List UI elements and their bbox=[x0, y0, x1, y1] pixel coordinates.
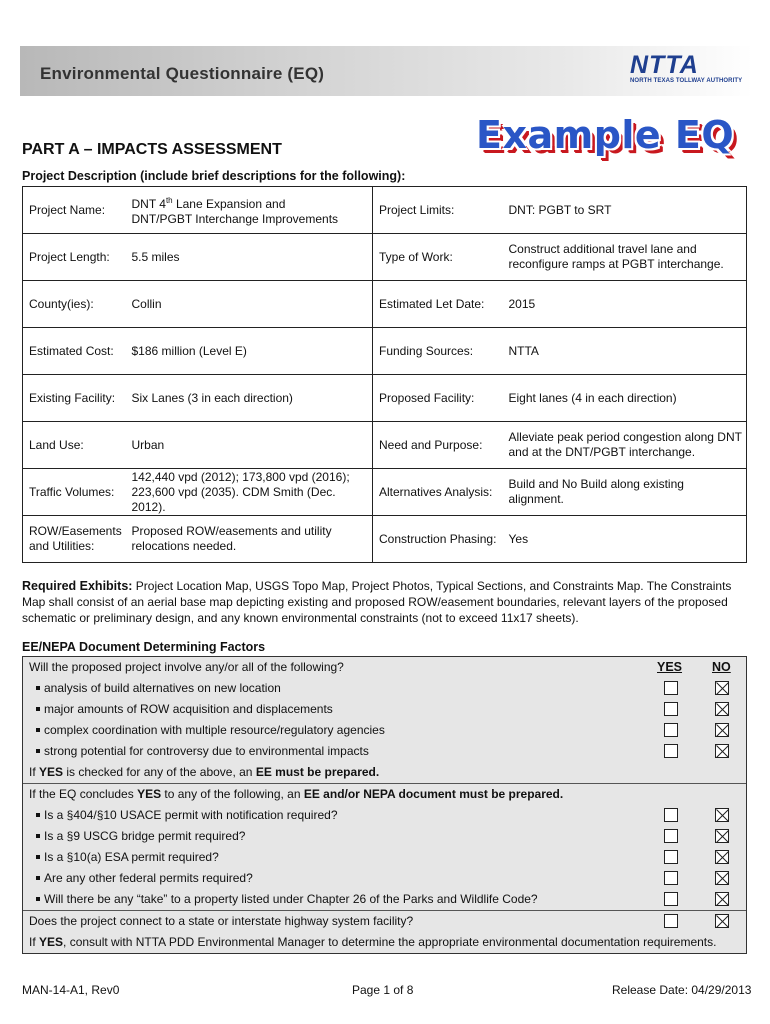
alternatives-value: Build and No Build along existing alignment. bbox=[505, 469, 747, 516]
phasing-value: Yes bbox=[505, 516, 747, 563]
funding-label: Funding Sources: bbox=[373, 328, 505, 375]
table-row bbox=[23, 469, 747, 516]
yes-checkbox[interactable] bbox=[664, 914, 678, 928]
ee-nepa-title: EE/NEPA Document Determining Factors bbox=[22, 640, 266, 654]
list-item: major amounts of ROW acquisition and displacements bbox=[23, 699, 746, 720]
table-row bbox=[23, 281, 747, 328]
proposed-facility-label: Proposed Facility: bbox=[373, 375, 505, 422]
footer-doc-id: MAN-14-A1, Rev0 bbox=[22, 983, 120, 997]
existing-facility-value: Six Lanes (3 in each direction) bbox=[128, 375, 373, 422]
section-footer: If YES is checked for any of the above, an EE must be prepared. bbox=[29, 765, 380, 779]
no-header: NO bbox=[712, 660, 731, 674]
existing-facility-label: Existing Facility: bbox=[23, 375, 128, 422]
traffic-label: Traffic Volumes: bbox=[23, 469, 128, 516]
proposed-facility-value: Eight lanes (4 in each direction) bbox=[505, 375, 747, 422]
table-row bbox=[23, 422, 747, 469]
list-item: Is a §404/§10 USACE permit with notification required? bbox=[23, 805, 746, 826]
land-use-value: Urban bbox=[128, 422, 373, 469]
footer-page-number: Page 1 of 8 bbox=[352, 983, 414, 997]
type-of-work-label: Type of Work: bbox=[373, 234, 505, 281]
section-ee-factors bbox=[23, 657, 746, 784]
logo-subtitle: NORTH TEXAS TOLLWAY AUTHORITY bbox=[630, 78, 743, 84]
list-item: Are any other federal permits required? bbox=[23, 868, 746, 889]
table-row bbox=[23, 234, 747, 281]
section-note: If YES, consult with NTTA PDD Environmental Manager to determine the appropriate environmental documentation requirements. bbox=[29, 935, 717, 949]
table-row bbox=[23, 375, 747, 422]
yes-checkbox[interactable] bbox=[664, 681, 678, 695]
yes-checkbox[interactable] bbox=[664, 702, 678, 716]
project-info-table bbox=[22, 186, 747, 563]
determining-factors-box bbox=[22, 656, 747, 954]
yes-checkbox[interactable] bbox=[664, 892, 678, 906]
no-checkbox-checked[interactable] bbox=[715, 808, 729, 822]
project-description-title: Project Description (include brief descriptions for the following): bbox=[22, 169, 406, 183]
no-checkbox-checked[interactable] bbox=[715, 681, 729, 695]
no-checkbox-checked[interactable] bbox=[715, 723, 729, 737]
cost-label: Estimated Cost: bbox=[23, 328, 128, 375]
traffic-value: 142,440 vpd (2012); 173,800 vpd (2016); 223,600 vpd (2035). CDM Smith (Dec. 2012). bbox=[128, 469, 373, 516]
example-stamp: Example EQ bbox=[476, 113, 735, 157]
table-row bbox=[23, 187, 747, 234]
required-exhibits: Required Exhibits: Project Location Map, USGS Topo Map, Project Photos, Typical Sections, and Constraints Map. The Constraints Map shall consist of an aerial base map depicting existing and proposed ROW/easement boundaries, relevant layers of the proposed schematic or preliminary design, and any known environmental constraints (not to exceed 11x17 sheets). bbox=[22, 579, 732, 625]
yes-checkbox[interactable] bbox=[664, 723, 678, 737]
phasing-label: Construction Phasing: bbox=[373, 516, 505, 563]
row-easements-label: ROW/Easements and Utilities: bbox=[23, 516, 128, 563]
list-item: Is a §10(a) ESA permit required? bbox=[23, 847, 746, 868]
list-item: analysis of build alternatives on new location bbox=[23, 678, 746, 699]
project-name-value: DNT 4th Lane Expansion and DNT/PGBT Interchange Improvements bbox=[128, 187, 373, 234]
need-purpose-value: Alleviate peak period congestion along DNT and at the DNT/PGBT interchange. bbox=[505, 422, 747, 469]
no-checkbox-checked[interactable] bbox=[715, 744, 729, 758]
project-length-value: 5.5 miles bbox=[128, 234, 373, 281]
yes-header: YES bbox=[657, 660, 683, 674]
document-title: Environmental Questionnaire (EQ) bbox=[40, 64, 325, 83]
list-item: Is a §9 USCG bridge permit required? bbox=[23, 826, 746, 847]
project-length-label: Project Length: bbox=[23, 234, 128, 281]
no-checkbox-checked[interactable] bbox=[715, 914, 729, 928]
yes-checkbox[interactable] bbox=[664, 829, 678, 843]
part-title: PART A – IMPACTS ASSESSMENT bbox=[22, 141, 282, 158]
list-item: strong potential for controversy due to environmental impacts bbox=[23, 741, 746, 762]
ntta-logo bbox=[630, 52, 750, 84]
let-date-label: Estimated Let Date: bbox=[373, 281, 505, 328]
section-lead: If the EQ concludes YES to any of the following, an EE and/or NEPA document must be prepared. bbox=[29, 787, 564, 801]
need-purpose-label: Need and Purpose: bbox=[373, 422, 505, 469]
no-checkbox-checked[interactable] bbox=[715, 850, 729, 864]
table-row bbox=[23, 516, 747, 563]
project-name-label: Project Name: bbox=[23, 187, 128, 234]
yes-checkbox[interactable] bbox=[664, 808, 678, 822]
no-checkbox-checked[interactable] bbox=[715, 871, 729, 885]
logo-word: NTTA bbox=[630, 51, 699, 79]
yes-checkbox[interactable] bbox=[664, 850, 678, 864]
no-checkbox-checked[interactable] bbox=[715, 892, 729, 906]
section-nepa-factors bbox=[23, 784, 746, 911]
footer-release-date: Release Date: 04/29/2013 bbox=[612, 983, 752, 997]
let-date-value: 2015 bbox=[505, 281, 747, 328]
yes-checkbox[interactable] bbox=[664, 871, 678, 885]
row-easements-value: Proposed ROW/easements and utility relocations needed. bbox=[128, 516, 373, 563]
list-item: complex coordination with multiple resource/regulatory agencies bbox=[23, 720, 746, 741]
table-row bbox=[23, 328, 747, 375]
question-line: Does the project connect to a state or interstate highway system facility? bbox=[23, 911, 746, 932]
no-checkbox-checked[interactable] bbox=[715, 829, 729, 843]
county-value: Collin bbox=[128, 281, 373, 328]
question-line: Will the proposed project involve any/or all of the following? YES NO bbox=[23, 657, 746, 678]
county-label: County(ies): bbox=[23, 281, 128, 328]
project-limits-value: DNT: PGBT to SRT bbox=[505, 187, 747, 234]
yes-checkbox[interactable] bbox=[664, 744, 678, 758]
no-checkbox-checked[interactable] bbox=[715, 702, 729, 716]
project-limits-label: Project Limits: bbox=[373, 187, 505, 234]
list-item: Will there be any “take” to a property listed under Chapter 26 of the Parks and Wildlife Code? bbox=[23, 889, 746, 910]
section-highway-connection bbox=[23, 911, 746, 953]
alternatives-label: Alternatives Analysis: bbox=[373, 469, 505, 516]
type-of-work-value: Construct additional travel lane and reconfigure ramps at PGBT interchange. bbox=[505, 234, 747, 281]
funding-value: NTTA bbox=[505, 328, 747, 375]
cost-value: $186 million (Level E) bbox=[128, 328, 373, 375]
land-use-label: Land Use: bbox=[23, 422, 128, 469]
